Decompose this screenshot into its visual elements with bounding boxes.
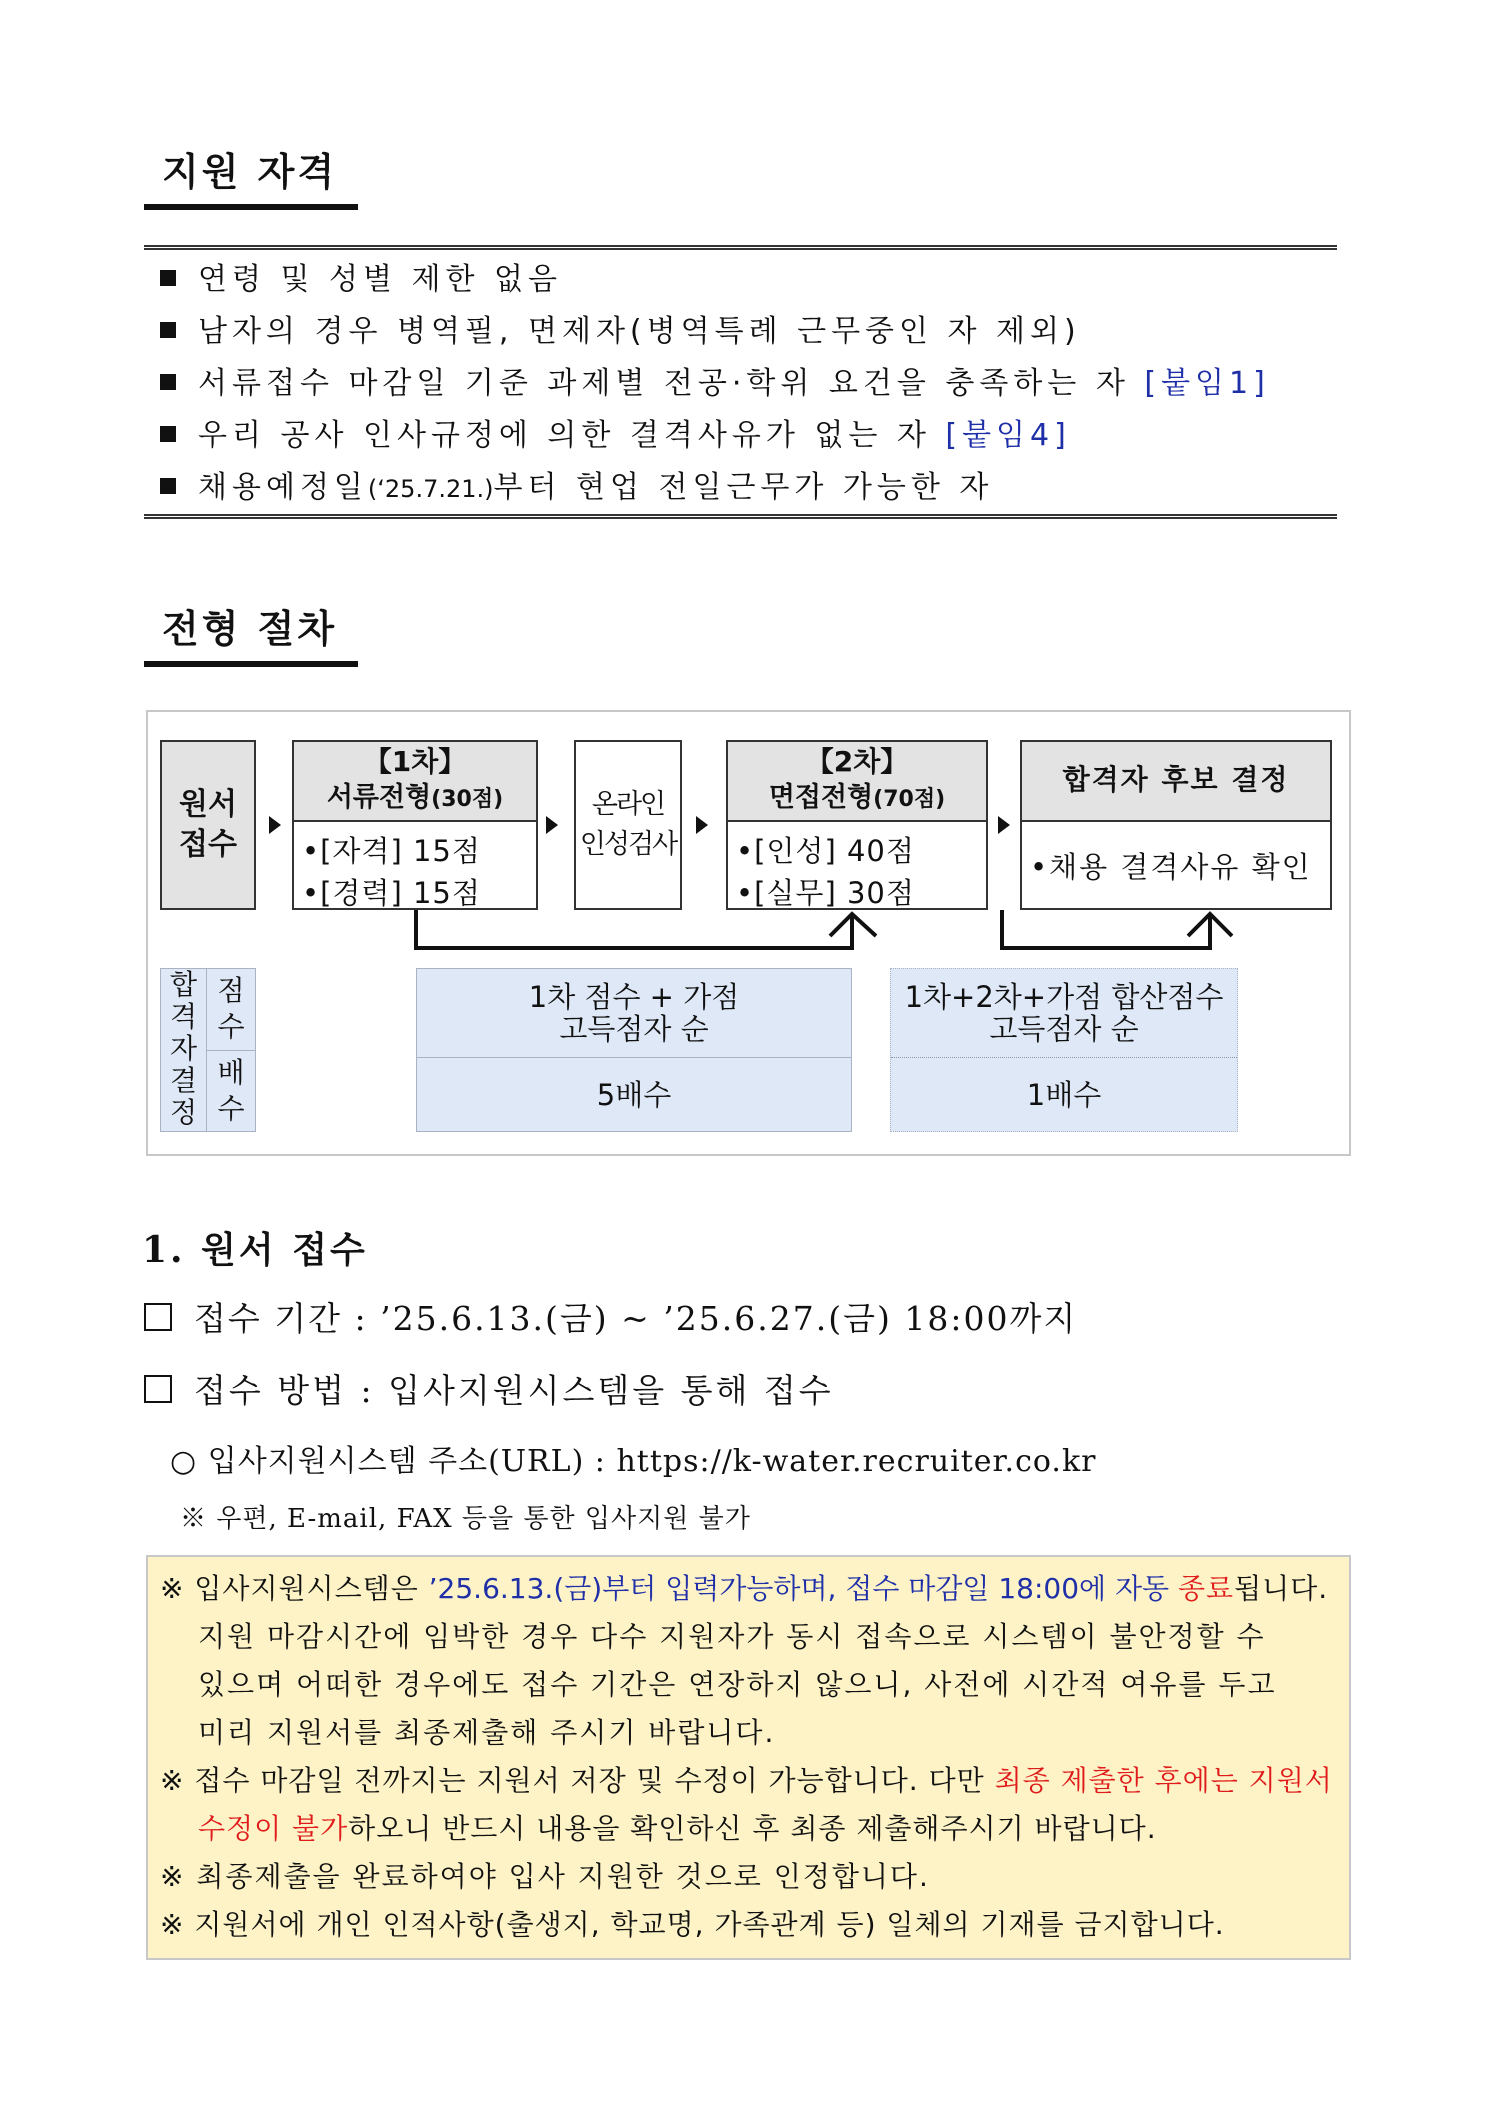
notice-line: 수정이 불가하오니 반드시 내용을 확인하신 후 최종 제출해주시기 바랍니다. [198, 1812, 1157, 1845]
application-period: 접수 기간 : ’25.6.13.(금) ~ ’25.6.27.(금) 18:00까지 [144, 1293, 1077, 1340]
square-bullet-icon [160, 322, 176, 338]
list-item: 우리 공사 인사규정에 의한 결격사유가 없는 자 [붙임4] [160, 416, 1071, 456]
step-personality-test: 온라인 인성검사 [574, 740, 682, 910]
attachment-ref: [붙임4] [945, 418, 1071, 453]
notice-line: 미리 지원서를 최종제출해 주시기 바랍니다. [198, 1716, 776, 1749]
score-box-final: 1차+2차+가점 합산점수 고득점자 순 1배수 [890, 968, 1238, 1132]
checkbox-icon [144, 1375, 172, 1403]
square-bullet-icon [160, 478, 176, 494]
heading-application: 1. 원서 접수 [142, 1229, 368, 1271]
application-note: ※ 우편, E-mail, FAX 등을 통한 입사지원 불가 [180, 1504, 751, 1534]
qualification-list [144, 245, 1337, 519]
notice-line: ※ 지원서에 개인 인적사항(출생지, 학교명, 가족관계 등) 일체의 기재를 금지합니다. [160, 1908, 1225, 1941]
section-title-qualification: 지원 자격 [144, 140, 358, 210]
square-bullet-icon [160, 426, 176, 442]
application-method: 접수 방법 : 입사지원시스템을 통해 접수 [144, 1365, 834, 1412]
step-interview: 【2차】 면접전형(70점) •[인성] 40점 •[실무] 30점 [726, 740, 988, 910]
notice-line: 있으며 어떠한 경우에도 접수 기간은 연장하지 않으니, 사전에 시간적 여유를 두고 [198, 1668, 1277, 1701]
checkbox-icon [144, 1303, 172, 1331]
step-application: 원서 접수 [160, 740, 256, 910]
list-item: 채용예정일(‘25.7.21.)부터 현업 전일근무가 가능한 자 [160, 468, 993, 509]
list-item: 서류접수 마감일 기준 과제별 전공·학위 요건을 충족하는 자 [붙임1] [160, 364, 1270, 404]
application-url: ○ 입사지원시스템 주소(URL) : https://k-water.recruiter.co.kr [170, 1444, 1097, 1479]
selection-flow-diagram [146, 710, 1351, 1156]
notice-box [146, 1555, 1351, 1960]
attachment-ref: [붙임1] [1144, 366, 1270, 401]
section-title-process: 전형 절차 [144, 597, 358, 667]
list-item: 연령 및 성별 제한 없음 [160, 260, 562, 300]
list-item: 남자의 경우 병역필, 면제자(병역특례 근무중인 자 제외) [160, 312, 1081, 352]
notice-line: ※ 입사지원시스템은 ’25.6.13.(금)부터 입력가능하며, 접수 마감일 18:00에 자동 종료됩니다. [160, 1572, 1329, 1605]
notice-line: ※ 최종제출을 완료하여야 입사 지원한 것으로 인정합니다. [160, 1860, 930, 1893]
step-document-screening: 【1차】 서류전형(30점) •[자격] 15점 •[경력] 15점 [292, 740, 538, 910]
square-bullet-icon [160, 270, 176, 286]
score-box-stage1: 1차 점수 + 가점 고득점자 순 5배수 [416, 968, 852, 1132]
notice-line: ※ 접수 마감일 전까지는 지원서 저장 및 수정이 가능합니다. 다만 최종 제출한 후에는 지원서 [160, 1764, 1333, 1797]
legend-box: 합 격 자 결 정 점 수 배 수 [160, 968, 256, 1132]
square-bullet-icon [160, 374, 176, 390]
step-final-decision: 합격자 후보 결정 •채용 결격사유 확인 [1020, 740, 1332, 910]
notice-line: 지원 마감시간에 임박한 경우 다수 지원자가 동시 접속으로 시스템이 불안정할 수 [198, 1620, 1266, 1653]
